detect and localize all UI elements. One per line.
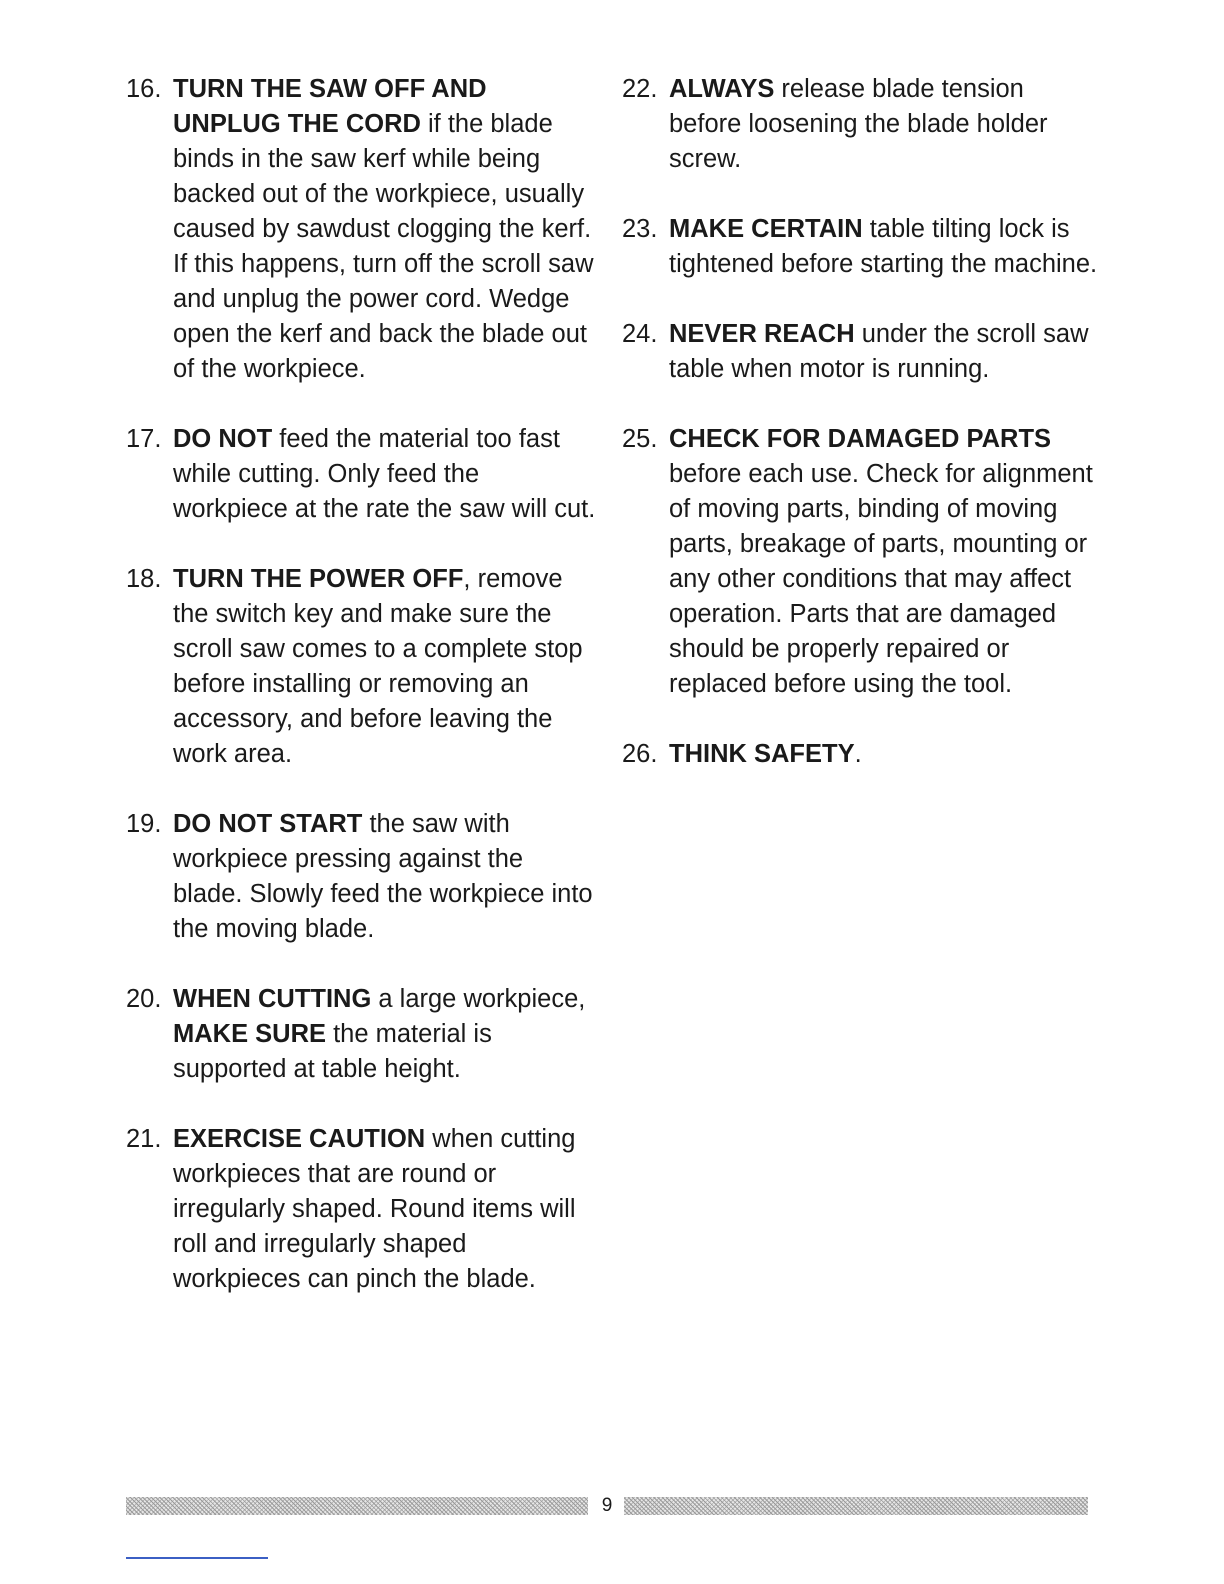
- item-emphasis: TURN THE POWER OFF: [173, 565, 464, 593]
- item-body: feed the material too fast while cutting. Only feed the workpiece at the rate the saw will cut.: [173, 425, 596, 523]
- item-text: [173, 72, 596, 387]
- item-text: [173, 982, 596, 1087]
- safety-item: [126, 72, 596, 387]
- footer-rule-right: [624, 1497, 1088, 1515]
- safety-item: [126, 422, 596, 527]
- right-column: [622, 72, 1102, 807]
- item-emphasis: DO NOT: [173, 425, 273, 453]
- item-body: the material is supported at table height.: [173, 1020, 492, 1083]
- item-text: [669, 212, 1102, 282]
- item-body: if the blade binds in the saw kerf while being backed out of the workpiece, usually caused by sawdust clogging the kerf. If this happens, turn off the scroll saw and unplug the power cord. Wedge open the kerf and back the blade out of the workpiece.: [173, 110, 594, 383]
- item-emphasis: MAKE SURE: [173, 1020, 327, 1048]
- item-body: under the scroll saw table when motor is running.: [669, 320, 1089, 383]
- item-emphasis: ALWAYS: [669, 75, 775, 103]
- item-number: 19.: [126, 810, 162, 838]
- safety-item: [622, 72, 1102, 177]
- item-body: a large workpiece,: [371, 985, 586, 1013]
- item-emphasis: CHECK FOR DAMAGED PARTS: [669, 425, 1052, 453]
- safety-item: [622, 317, 1102, 387]
- item-body: the saw with workpiece pressing against the blade. Slowly feed the workpiece into the moving blade.: [173, 810, 593, 943]
- safety-item: [622, 212, 1102, 282]
- page-edge-mark: [126, 1557, 268, 1559]
- item-text: [173, 807, 596, 947]
- left-column: [126, 72, 596, 1332]
- item-text: [173, 1122, 596, 1297]
- item-emphasis: TURN THE SAW OFF AND UNPLUG THE CORD: [173, 75, 487, 138]
- item-emphasis: NEVER REACH: [669, 320, 855, 348]
- page-footer: [126, 1495, 1088, 1519]
- safety-item: [126, 1122, 596, 1297]
- item-number: 24.: [622, 320, 658, 348]
- safety-item: [622, 422, 1102, 702]
- item-emphasis: EXERCISE CAUTION: [173, 1125, 426, 1153]
- item-body: release blade tension before loosening the blade holder screw.: [669, 75, 1048, 173]
- item-body: table tilting lock is tightened before starting the machine.: [669, 215, 1098, 278]
- item-number: 25.: [622, 425, 658, 453]
- item-number: 18.: [126, 565, 162, 593]
- safety-item: [126, 562, 596, 772]
- item-emphasis: THINK SAFETY: [669, 740, 855, 768]
- footer-rule-left: [126, 1497, 588, 1515]
- page-number: 9: [601, 1495, 613, 1516]
- item-number: 22.: [622, 75, 658, 103]
- item-text: [173, 422, 596, 527]
- item-number: 23.: [622, 215, 658, 243]
- item-text: [669, 317, 1102, 387]
- safety-item: [126, 807, 596, 947]
- item-emphasis: WHEN CUTTING: [173, 985, 372, 1013]
- item-text: [669, 737, 1102, 772]
- item-emphasis: MAKE CERTAIN: [669, 215, 863, 243]
- safety-item: [126, 982, 596, 1087]
- item-number: 16.: [126, 75, 162, 103]
- item-number: 20.: [126, 985, 162, 1013]
- item-number: 26.: [622, 740, 658, 768]
- item-number: 21.: [126, 1125, 162, 1153]
- item-body: , remove the switch key and make sure the scroll saw comes to a complete stop before installing or removing an accessory, and before leaving the work area.: [173, 565, 583, 768]
- item-body: when cutting workpieces that are round or irregularly shaped. Round items will roll and irregularly shaped workpieces can pinch the blade.: [173, 1125, 576, 1293]
- item-body: before each use. Check for alignment of moving parts, binding of moving parts, breakage of parts, mounting or any other conditions that may affect operation. Parts that are damaged should be properly repaired or replaced before using the tool.: [669, 460, 1093, 698]
- item-emphasis: DO NOT START: [173, 810, 363, 838]
- item-body: .: [854, 740, 862, 768]
- item-text: [173, 562, 596, 772]
- item-number: 17.: [126, 425, 162, 453]
- item-text: [669, 72, 1102, 177]
- item-text: [669, 422, 1102, 702]
- safety-item: [622, 737, 1102, 772]
